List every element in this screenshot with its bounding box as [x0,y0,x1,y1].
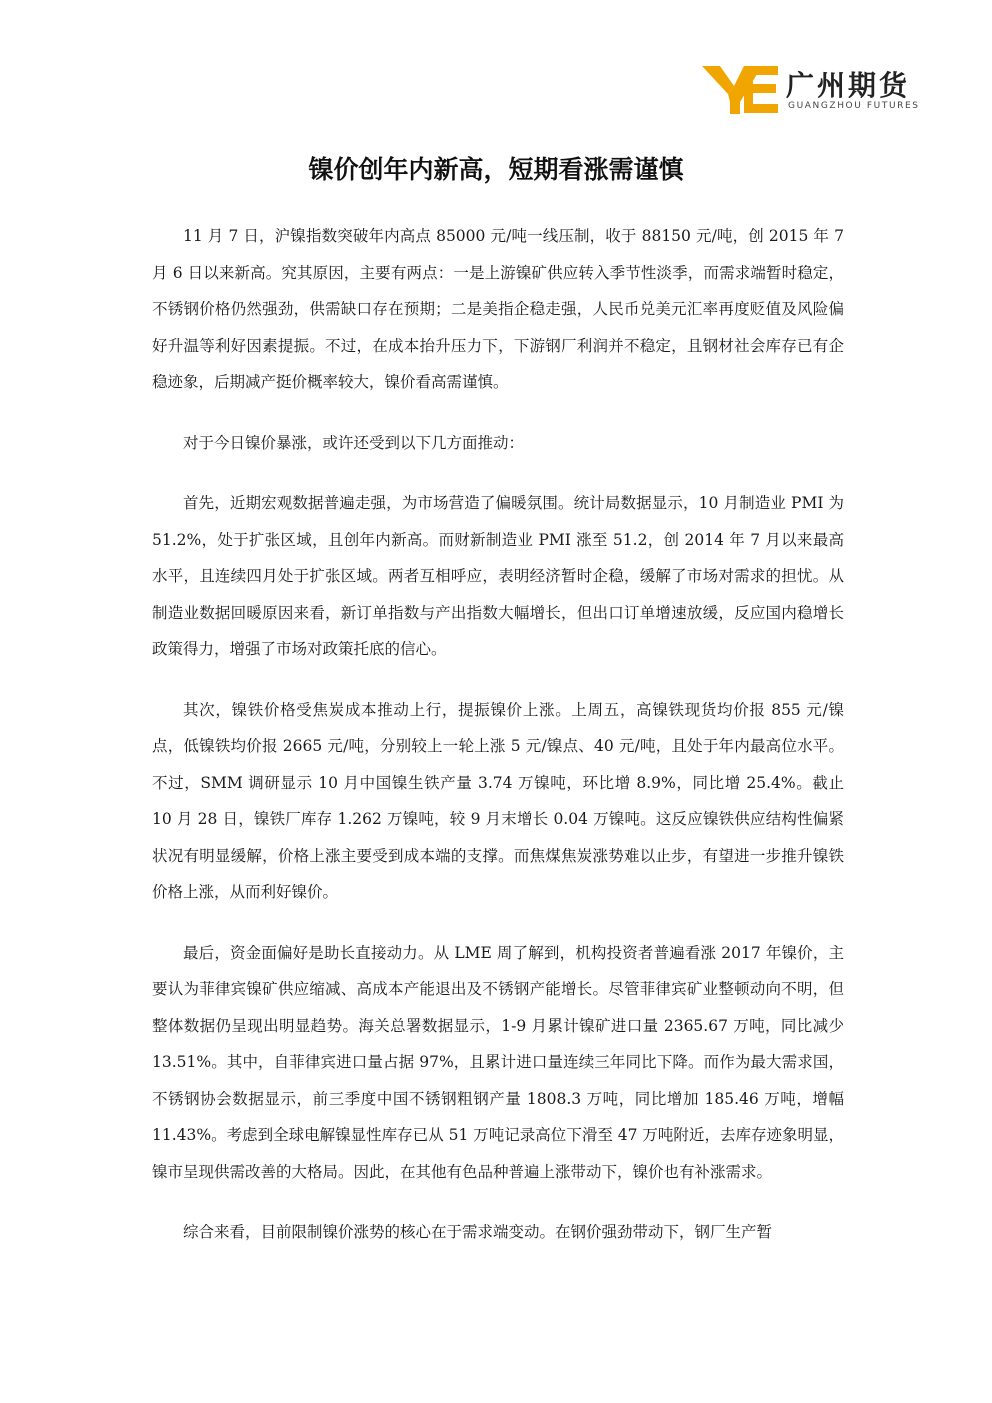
paragraph-macro-data: 首先，近期宏观数据普遍走强，为市场营造了偏暖氛围。统计局数据显示，10 月制造业 PMI 为 51.2%，处于扩张区域，且创年内新高。而财新制造业 PMI 涨至 51.2，创 2014 年 7 月以来最高水平，且连续四月处于扩张区域。两者互相呼应，表明经济暂时企稳，缓解了市场对需求的担忧。从制造业数据回暖原因来看，新订单指数与产出指数大幅增长，但出口订单增速放缓，反应国内稳增长政策得力，增强了市场对政策托底的信心。 [152,494,844,658]
paragraph-intro: 11 月 7 日，沪镍指数突破年内高点 85000 元/吨一线压制，收于 88150 元/吨，创 2015 年 7 月 6 日以来新高。究其原因，主要有两点：一是上游镍矿供应转入季节性淡季，而需求端暂时稳定，不锈钢价格仍然强劲，供需缺口存在预期；二是美指企稳走强，人民币兑美元汇率再度贬值及风险偏好升温等利好因素提振。不过，在成本抬升压力下，下游钢厂利润并不稳定，且钢材社会库存已有企稳迹象，后期减产挺价概率较大，镍价看高需谨慎。 [152,227,844,391]
paragraph-summary: 综合来看，目前限制镍价涨势的核心在于需求端变动。在钢价强劲带动下，钢厂生产暂 [183,1223,773,1241]
document-title: 镍价创年内新高，短期看涨需谨慎 [308,155,684,184]
guangzhou-futures-logo-icon [700,62,780,118]
company-name-cn: 广州期货 [786,69,911,102]
paragraph-nickel-iron: 其次，镍铁价格受焦炭成本推动上行，提振镍价上涨。上周五，高镍铁现货均价报 855 元/镍点，低镍铁均价报 2665 元/吨，分别较上一轮上涨 5 元/镍点、40 元/吨，且处于年内最高位水平。不过，SMM 调研显示 10 月中国镍生铁产量 3.74 万镍吨，环比增 8.9%，同比增 25.4%。截止 10 月 28 日，镍铁厂库存 1.262 万镍吨，较 9 月末增长 0.04 万镍吨。这反应镍铁供应结构性偏紧状况有明显缓解，价格上涨主要受到成本端的支撑。而焦煤焦炭涨势难以止步，有望进一步推升镍铁价格上涨，从而利好镍价。 [152,700,844,901]
paragraph-capital: 最后，资金面偏好是助长直接动力。从 LME 周了解到，机构投资者普遍看涨 2017 年镍价，主要认为菲律宾镍矿供应缩减、高成本产能退出及不锈钢产能增长。尽管菲律宾矿业整顿动向不明，但整体数据仍呈现出明显趋势。海关总署数据显示，1-9 月累计镍矿进口量 2365.67 万吨，同比减少 13.51%。其中，自菲律宾进口量占据 97%，且累计进口量连续三年同比下降。而作为最大需求国，不锈钢协会数据显示，前三季度中国不锈钢粗钢产量 1808.3 万吨，同比增加 185.46 万吨，增幅 11.43%。考虑到全球电解镍显性库存已从 51 万吨记录高位下滑至 47 万吨附近，去库存迹象明显，镍市呈现供需改善的大格局。因此，在其他有色品种普遍上涨带动下，镍价也有补涨需求。 [152,943,844,1181]
company-name-en: GUANGZHOU FUTURES [788,101,920,111]
document-body [152,218,844,1275]
company-logo [700,62,925,118]
paragraph-lead-in: 对于今日镍价暴涨，或许还受到以下几方面推动： [183,433,525,452]
